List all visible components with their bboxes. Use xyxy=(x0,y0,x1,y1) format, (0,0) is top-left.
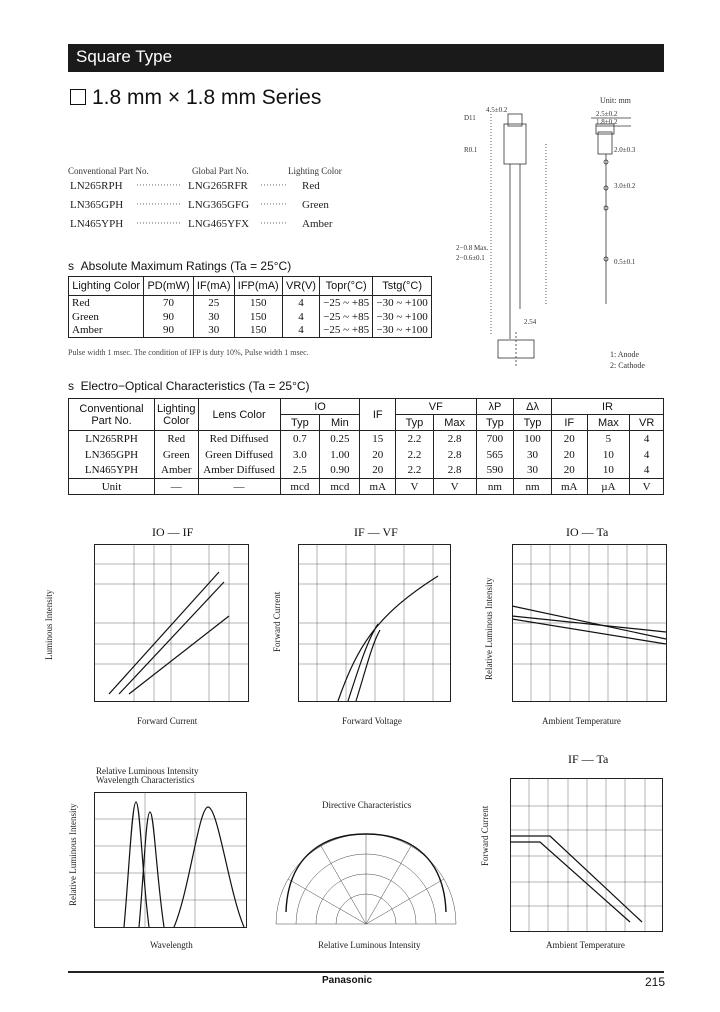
global-part: LNG465YFX xyxy=(188,218,250,230)
parts-row xyxy=(70,199,370,213)
svg-text:3.0±0.2: 3.0±0.2 xyxy=(614,182,636,190)
column-header: PD(mW) xyxy=(144,277,193,296)
table-cell: 2.8 xyxy=(433,463,476,479)
footer-rule xyxy=(68,971,664,973)
electro-optical-table xyxy=(68,398,664,495)
column-header: Lighting Color xyxy=(69,277,144,296)
graph3-title: IO — Ta xyxy=(566,525,609,539)
svg-text:2.54: 2.54 xyxy=(524,318,537,326)
column-header: IR xyxy=(551,399,663,415)
table-header-row xyxy=(69,399,664,415)
graph1-plot xyxy=(94,544,254,704)
column-subheader: Typ xyxy=(514,415,552,431)
table-cell: 0.90 xyxy=(320,463,360,479)
column-header: Δλ xyxy=(514,399,552,415)
svg-text:R0.1: R0.1 xyxy=(464,146,478,154)
table-cell: 4 xyxy=(282,296,319,310)
conventional-part: LN265RPH xyxy=(70,180,123,192)
table-cell: mcd xyxy=(320,479,360,495)
table-cell: 700 xyxy=(476,431,514,447)
table-cell: LN265RPH xyxy=(69,431,155,447)
leader-dots: ··············· xyxy=(136,199,181,209)
table-cell: 150 xyxy=(234,310,282,324)
svg-text:2−0.8 Max.: 2−0.8 Max. xyxy=(456,244,489,252)
column-header: Topr(°C) xyxy=(320,277,373,296)
table-cell: 90 xyxy=(144,324,193,338)
table-cell: 0.25 xyxy=(320,431,360,447)
pin-anode-label: 1: Anode xyxy=(610,350,640,359)
leader-dots: ········· xyxy=(260,199,287,209)
svg-text:2−0.6±0.1: 2−0.6±0.1 xyxy=(456,254,485,262)
table-cell: 4 xyxy=(630,447,664,463)
table-cell: nm xyxy=(514,479,552,495)
table-cell: 20 xyxy=(551,447,587,463)
table-cell: 20 xyxy=(360,463,396,479)
table-cell: 30 xyxy=(193,310,234,324)
table-cell: 15 xyxy=(360,431,396,447)
table-cell: −30 ~ +100 xyxy=(373,310,432,324)
parts-head-global: Global Part No. xyxy=(192,166,249,176)
table-cell: −25 ~ +85 xyxy=(320,310,373,324)
table-cell: 2.5 xyxy=(280,463,320,479)
table-row xyxy=(69,431,664,447)
graph4-title: Relative Luminous Intensity Wavelength Characteristics xyxy=(96,766,199,785)
lighting-color: Amber xyxy=(302,218,333,230)
abs-section-title: s Absolute Maximum Ratings (Ta = 25°C) xyxy=(68,259,292,273)
table-cell: 2.8 xyxy=(433,447,476,463)
table-cell: 150 xyxy=(234,324,282,338)
table-cell: Green Diffused xyxy=(198,447,280,463)
table-cell: 2.2 xyxy=(396,447,434,463)
table-cell: V xyxy=(433,479,476,495)
table-cell: 1.00 xyxy=(320,447,360,463)
column-header: Lighting Color xyxy=(155,399,199,431)
column-header: λP xyxy=(476,399,514,415)
graph6-xlabel: Ambient Temperature xyxy=(546,940,625,950)
table-cell: LN365GPH xyxy=(69,447,155,463)
column-header: VF xyxy=(396,399,476,415)
table-cell: −25 ~ +85 xyxy=(320,296,373,310)
table-cell: — xyxy=(155,479,199,495)
global-part: LNG265RFR xyxy=(188,180,248,192)
column-subheader: VR xyxy=(630,415,664,431)
lighting-color: Red xyxy=(302,180,320,192)
table-cell: µA xyxy=(587,479,630,495)
global-part: LNG365GFG xyxy=(188,199,250,211)
graph4-plot xyxy=(94,792,248,930)
parts-head-conventional: Conventional Part No. xyxy=(68,166,149,176)
column-header: IO xyxy=(280,399,360,415)
graph1-xlabel: Forward Current xyxy=(137,716,198,726)
table-cell: 4 xyxy=(282,324,319,338)
table-cell: 20 xyxy=(551,431,587,447)
table-cell: V xyxy=(396,479,434,495)
pulse-note: Pulse width 1 msec. The condition of IFP is duty 10%, Pulse width 1 msec. xyxy=(68,348,309,357)
table-cell: 2.2 xyxy=(396,463,434,479)
table-cell: 590 xyxy=(476,463,514,479)
header-bar xyxy=(68,44,664,72)
table-cell: 70 xyxy=(144,296,193,310)
pin-cathode-label: 2: Cathode xyxy=(610,361,645,370)
table-cell: 25 xyxy=(193,296,234,310)
graph2-xlabel: Forward Voltage xyxy=(342,716,402,726)
graph3-plot xyxy=(512,544,672,704)
table-cell: −25 ~ +85 xyxy=(320,324,373,338)
parts-head-color: Lighting Color xyxy=(288,166,342,176)
table-cell: Amber xyxy=(69,324,144,338)
table-cell: 3.0 xyxy=(280,447,320,463)
table-row xyxy=(69,463,664,479)
column-subheader: IF xyxy=(551,415,587,431)
eo-section-title: s Electro−Optical Characteristics (Ta = 25°C) xyxy=(68,379,310,393)
column-header: IF(mA) xyxy=(193,277,234,296)
table-cell: Red xyxy=(69,296,144,310)
svg-text:1.8±0.2: 1.8±0.2 xyxy=(596,118,618,126)
column-subheader: Max xyxy=(433,415,476,431)
table-cell: 90 xyxy=(144,310,193,324)
table-cell: — xyxy=(198,479,280,495)
parts-row xyxy=(70,218,370,232)
graph2-plot xyxy=(298,544,458,704)
column-header: IFP(mA) xyxy=(234,277,282,296)
leader-dots: ··············· xyxy=(136,218,181,228)
graph5-title: Directive Characteristics xyxy=(322,800,412,810)
graph6-title: IF — Ta xyxy=(568,752,609,766)
table-row xyxy=(69,447,664,463)
column-header: Tstg(°C) xyxy=(373,277,432,296)
table-cell: 30 xyxy=(514,447,552,463)
table-cell: 4 xyxy=(630,431,664,447)
table-cell: 10 xyxy=(587,447,630,463)
column-header: IF xyxy=(360,399,396,431)
column-subheader: Typ xyxy=(280,415,320,431)
table-cell: 20 xyxy=(360,447,396,463)
table-cell: V xyxy=(630,479,664,495)
leader-dots: ········· xyxy=(260,218,287,228)
table-cell: −30 ~ +100 xyxy=(373,324,432,338)
table-cell: 5 xyxy=(587,431,630,447)
column-subheader: Max xyxy=(587,415,630,431)
table-cell: nm xyxy=(476,479,514,495)
brand-logo: Panasonic xyxy=(322,975,373,986)
table-cell: LN465YPH xyxy=(69,463,155,479)
column-header: VR(V) xyxy=(282,277,319,296)
graph1-ylabel: Luminous Intensity xyxy=(44,589,54,660)
page-number: 215 xyxy=(645,975,666,989)
series-title-text: 1.8 mm × 1.8 mm Series xyxy=(92,86,322,109)
column-header: Conventional Part No. xyxy=(69,399,155,431)
table-cell: 30 xyxy=(193,324,234,338)
table-cell: Red Diffused xyxy=(198,431,280,447)
table-cell: Green xyxy=(155,447,199,463)
graph4-xlabel: Wavelength xyxy=(150,940,193,950)
table-cell: 2.2 xyxy=(396,431,434,447)
table-cell: 565 xyxy=(476,447,514,463)
table-cell: mA xyxy=(551,479,587,495)
table-cell: 10 xyxy=(587,463,630,479)
table-cell: Red xyxy=(155,431,199,447)
table-cell: Green xyxy=(69,310,144,324)
svg-text:2.5±0.2: 2.5±0.2 xyxy=(596,110,618,118)
conventional-part: LN365GPH xyxy=(70,199,124,211)
table-row xyxy=(69,324,432,338)
table-cell: 2.8 xyxy=(433,431,476,447)
table-header-row xyxy=(69,277,432,296)
graph1-title: IO — IF xyxy=(152,525,194,539)
table-cell: mA xyxy=(360,479,396,495)
abs-title-text: Absolute Maximum Ratings (Ta = 25°C) xyxy=(80,259,292,273)
graph4-ylabel: Relative Luminous Intensity xyxy=(68,803,78,906)
graph3-xlabel: Ambient Temperature xyxy=(542,716,621,726)
svg-text:D11: D11 xyxy=(464,114,476,122)
unit-label: Unit: mm xyxy=(600,96,631,105)
table-row xyxy=(69,296,432,310)
svg-text:4.5±0.2: 4.5±0.2 xyxy=(486,106,508,114)
column-subheader: Typ xyxy=(476,415,514,431)
table-cell: 4 xyxy=(630,463,664,479)
table-cell: 0.7 xyxy=(280,431,320,447)
column-header: Lens Color xyxy=(198,399,280,431)
parts-row xyxy=(70,180,370,194)
conventional-part: LN465YPH xyxy=(70,218,124,230)
table-row xyxy=(69,310,432,324)
abs-max-table xyxy=(68,276,432,338)
table-cell: 20 xyxy=(551,463,587,479)
graph6-plot xyxy=(510,778,670,934)
column-subheader: Typ xyxy=(396,415,434,431)
table-cell: Amber Diffused xyxy=(198,463,280,479)
graph2-title: IF — VF xyxy=(354,525,398,539)
graph6-ylabel: Forward Current xyxy=(480,805,490,866)
graph2-ylabel: Forward Current xyxy=(272,591,282,652)
column-subheader: Min xyxy=(320,415,360,431)
square-icon xyxy=(70,89,86,105)
table-cell: 100 xyxy=(514,431,552,447)
header-title: Square Type xyxy=(76,47,173,66)
graph5-xlabel: Relative Luminous Intensity xyxy=(318,940,421,950)
graph3-ylabel: Relative Luminous Intensity xyxy=(484,577,494,680)
svg-text:2.0±0.3: 2.0±0.3 xyxy=(614,146,636,154)
table-cell: mcd xyxy=(280,479,320,495)
eo-title-text: Electro−Optical Characteristics (Ta = 25°C) xyxy=(80,379,310,393)
leader-dots: ········· xyxy=(260,180,287,190)
svg-text:0.5±0.1: 0.5±0.1 xyxy=(614,258,636,266)
unit-row xyxy=(69,479,664,495)
lighting-color: Green xyxy=(302,199,329,211)
graph5-plot xyxy=(268,812,464,932)
table-cell: Amber xyxy=(155,463,199,479)
table-cell: 150 xyxy=(234,296,282,310)
series-title xyxy=(70,86,321,110)
table-cell: −30 ~ +100 xyxy=(373,296,432,310)
package-drawing xyxy=(446,104,668,376)
table-cell: Unit xyxy=(69,479,155,495)
table-cell: 4 xyxy=(282,310,319,324)
leader-dots: ··············· xyxy=(136,180,181,190)
table-cell: 30 xyxy=(514,463,552,479)
